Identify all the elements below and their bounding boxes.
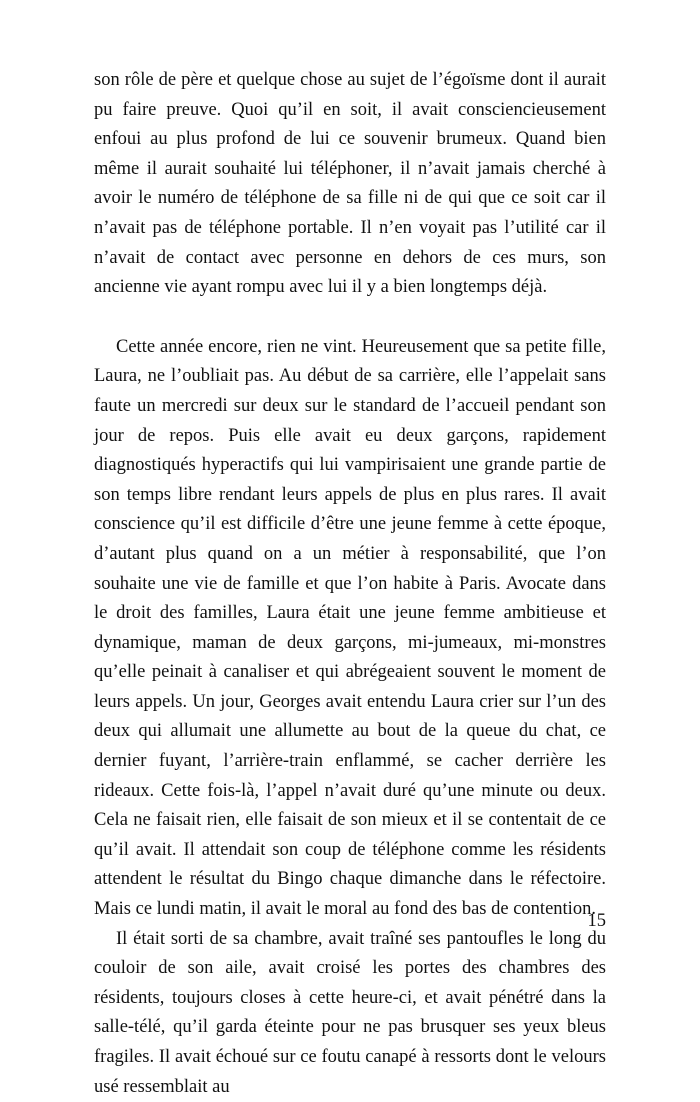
paragraph-2: Cette année encore, rien ne vint. Heureusement que sa petite fille, Laura, ne l’oubliait pas. Au début de sa carrière, elle l’appelait sans faute un mercredi sur deux sur le standard de l’accueil pendant son jour de repos. Puis elle avait eu deux garçons, rapidement diagnostiqués hyperactifs qui lui vampirisaient une grande partie de son temps libre rendant leurs appels de plus en plus rares. Il avait conscience qu’il est difficile d’être une jeune femme à cette époque, d’autant plus quand on a un métier à responsabilité, que l’on souhaite une vie de famille et que l’on habite à Paris. Avocate dans le droit des familles, Laura était une jeune femme ambitieuse et dynamique, maman de deux garçons, mi-jumeaux, mi-monstres qu’elle peinait à canaliser et qui abrégeaient souvent le moment de leurs appels. Un jour, Georges avait entendu Laura crier sur l’un des deux qui allumait une allumette au bout de la queue du chat, ce dernier fuyant, l’arrière-train enflammé, se cacher derrière les rideaux. Cette fois-là, l’appel n’avait duré qu’une minute ou deux. Cela ne faisait rien, elle faisait de son mieux et il se contentait de ce qu’il avait. Il attendait son coup de téléphone comme les résidents attendent le résultat du Bingo chaque dimanche dans le réfectoire. Mais ce lundi matin, il avait le moral au fond des bas de contention.	[94, 336, 606, 920]
paragraph-gap	[94, 303, 606, 333]
page-number: 15	[587, 911, 606, 931]
paragraph-1: son rôle de père et quelque chose au sujet de l’égoïsme dont il aurait pu faire preuve. Quoi qu’il en soit, il avait consciencieusement enfoui au plus profond de lui ce souvenir brumeux. Quand bien même il aurait souhaité lui téléphoner, il n’avait jamais cherché à avoir le numéro de téléphone de sa fille ni de qui que ce soit car il n’avait pas de téléphone portable. Il n’en voyait pas l’utilité car il n’avait de contact avec personne en dehors de ces murs, son ancienne vie ayant rompu avec lui il y a bien longtemps déjà.	[94, 70, 606, 298]
paragraph-3: Il était sorti de sa chambre, avait traîné ses pantoufles le long du couloir de son aile, avait croisé les portes des chambres des résidents, toujours closes à cette heure-ci, et avait pénétré dans la salle-télé, qu’il garda éteinte pour ne pas brusquer ses yeux bleus fragiles. Il avait échoué sur ce foutu canapé à ressorts dont le velours usé ressemblait au	[94, 928, 606, 1097]
page-body	[94, 66, 606, 1102]
